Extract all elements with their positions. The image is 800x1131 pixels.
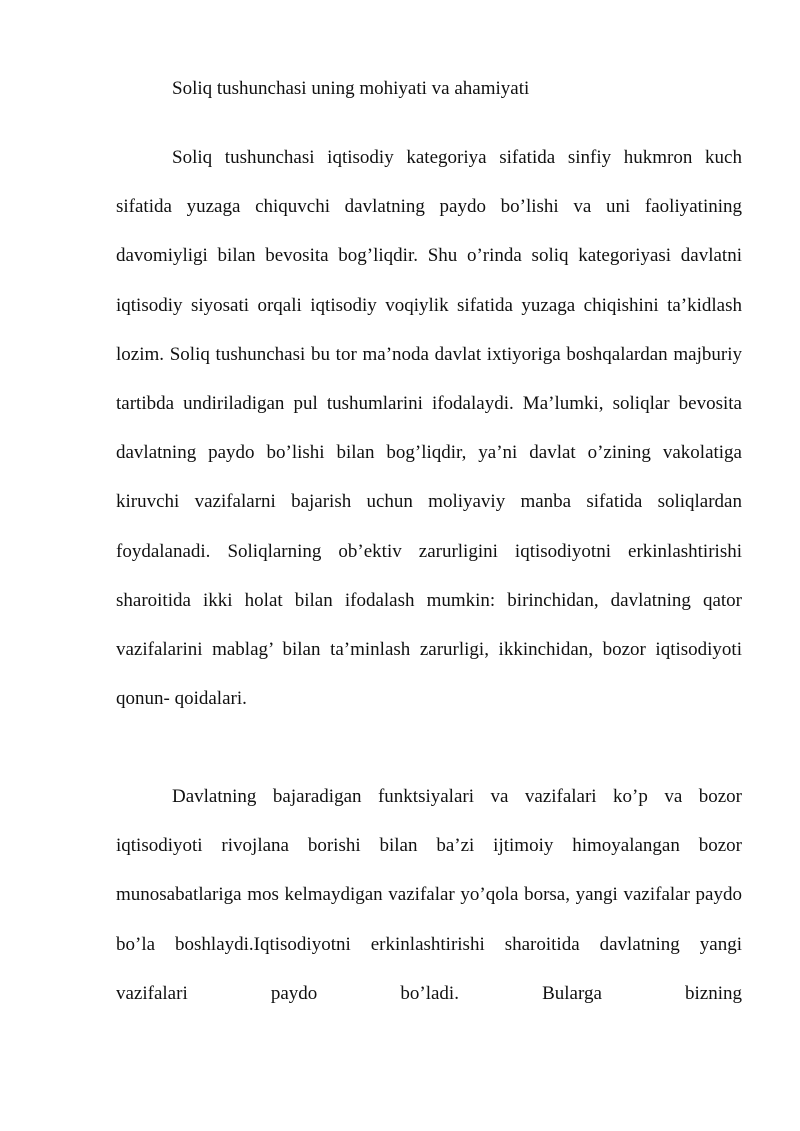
document-title: Soliq tushunchasi uning mohiyati va ahamiyati — [172, 78, 530, 99]
paragraph-1: Soliq tushunchasi iqtisodiy kategoriya sifatida sinfiy hukmron kuch sifatida yuzaga chiquvchi davlatning paydo bo’lishi va uni faoliyatining davomiyligi bilan bevosita bog’liqdir. Shu o’rinda soliq kategoriyasi davlatni iqtisodiy siyosati orqali iqtisodiy voqiylik sifatida yuzaga chiqishini ta’kidlash lozim. Soliq tushunchasi bu tor ma’noda davlat ixtiyoriga boshqalardan majburiy tartibda undiriladigan pul tushumlarini ifodalaydi. Ma’lumki, soliqlar bevosita davlatning paydo bo’lishi bilan bog’liqdir, ya’ni davlat o’zining vakolatiga kiruvchi vazifalarni bajarish uchun moliyaviy manba sifatida soliqlardan foydalanadi. Soliqlarning ob’ektiv zarurligini iqtisodiyotni erkinlashtirishi sharoitida ikki holat bilan ifodalash mumkin: birinchidan, davlatning qator vazifalarini mablag’ bilan ta’minlash zarurligi, ikkinchidan, bozor iqtisodiyoti qonun- qoidalari. — [116, 147, 742, 710]
paragraph-2: Davlatning bajaradigan funktsiyalari va vazifalari ko’p va bozor iqtisodiyoti rivojlana borishi bilan ba’zi ijtimoiy himoyalangan bozor munosabatlariga mos kelmaydigan vazifalar yo’qola borsa, yangi vazifalar paydo bo’la boshlaydi.Iqtisodiyotni erkinlashtirishi sharoitida davlatning yangi vazifalari paydo bo’ladi. Bularga bizning — [116, 786, 742, 1004]
